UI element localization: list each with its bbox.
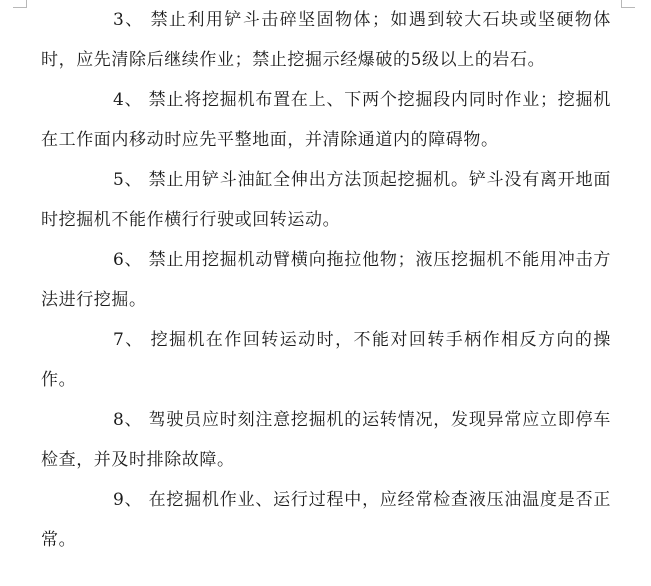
item-number: 8、 — [113, 410, 143, 430]
item-text: 驾驶员应时刻注意挖掘机的运转情况，发现异常应立即停车检查，并及时排除故障。 — [41, 410, 611, 470]
item-text: 在挖掘机作业、运行过程中，应经常检查液压油温度是否正常。 — [41, 490, 611, 550]
paragraph-item-5 — [41, 160, 611, 240]
document-body — [41, 0, 611, 560]
paragraph-item-3 — [41, 0, 611, 80]
item-text: 禁止用挖掘机动臂横向拖拉他物；液压挖掘机不能用冲击方法进行挖掘。 — [41, 250, 611, 310]
item-number: 9、 — [113, 490, 143, 510]
item-number: 6、 — [113, 250, 143, 270]
paragraph-item-9 — [41, 480, 611, 560]
item-text: 禁止用铲斗油缸全伸出方法顶起挖掘机。铲斗没有离开地面时挖掘机不能作横行行驶或回转运动。 — [41, 170, 611, 230]
item-text: 禁止利用铲斗击碎坚固物体；如遇到较大石块或坚硬物体时，应先清除后继续作业；禁止挖掘示经爆破的5级以上的岩石。 — [41, 10, 611, 70]
paragraph-item-7 — [41, 320, 611, 400]
paragraph-item-4 — [41, 80, 611, 160]
item-number: 7、 — [113, 330, 144, 350]
item-number: 3、 — [113, 10, 144, 30]
margin-corner-mark-left — [13, 0, 27, 8]
paragraph-item-8 — [41, 400, 611, 480]
item-text: 禁止将挖掘机布置在上、下两个挖掘段内同时作业；挖掘机在工作面内移动时应先平整地面，并清除通道内的障碍物。 — [41, 90, 611, 150]
item-text: 挖掘机在作回转运动时，不能对回转手柄作相反方向的操作。 — [41, 330, 611, 390]
paragraph-item-6 — [41, 240, 611, 320]
item-number: 4、 — [113, 90, 143, 110]
margin-corner-mark-right — [621, 0, 635, 8]
item-number: 5、 — [113, 170, 143, 190]
